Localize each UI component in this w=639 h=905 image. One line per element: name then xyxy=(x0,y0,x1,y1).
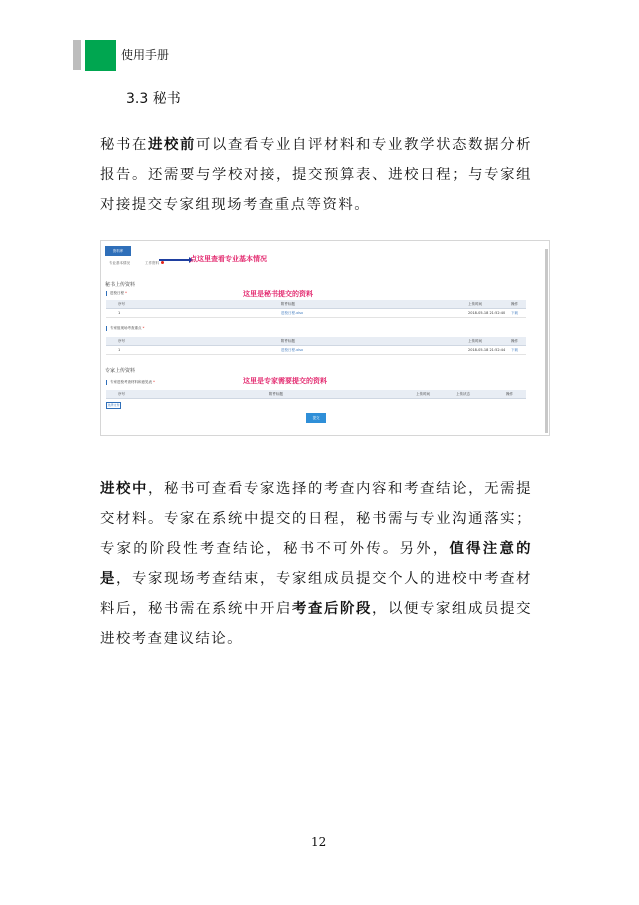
col-seq: 序号 xyxy=(118,392,125,396)
submit-button[interactable]: 提交 xyxy=(306,413,326,423)
shot-sub-schedule xyxy=(106,291,127,296)
cell-seq: 1 xyxy=(118,348,121,352)
p2-text-1: ，秘书可查看专家选择的考查内容和考查结论，无需提交材料。专家在系统中提交的日程，秘书需与专业沟通落实；专家的阶段性考查结论，秘书不可外传。另外， xyxy=(100,481,532,557)
callout-secretary: 这里是秘书提交的资料 xyxy=(243,290,313,298)
col-op: 操作 xyxy=(511,339,518,343)
table-header xyxy=(106,300,526,309)
shot-table-focus xyxy=(106,337,526,355)
col-time: 上传时间 xyxy=(468,302,482,306)
col-time: 上传时间 xyxy=(468,339,482,343)
callout-expert: 这里是专家需要提交的资料 xyxy=(243,377,327,385)
col-time: 上传时间 xyxy=(416,392,430,396)
p2-bold-1: 进校中 xyxy=(100,481,149,497)
cell-seq: 1 xyxy=(118,311,121,315)
header-green-block xyxy=(85,40,116,71)
shot-sub-focus-label: 专家组现场考查重点 xyxy=(110,326,142,330)
shot-table-schedule xyxy=(106,300,526,318)
table-row xyxy=(106,309,526,318)
arrow-icon xyxy=(159,259,190,261)
header-grey-bar xyxy=(73,40,81,70)
table-header xyxy=(106,390,526,399)
select-file-button[interactable]: 选择文件 xyxy=(107,403,120,407)
p2-bold-3: 考查后阶段 xyxy=(292,601,373,617)
paragraph-before-visit xyxy=(100,130,532,220)
shot-section-expert: 专家上传资料 xyxy=(105,368,136,374)
red-dot-icon xyxy=(161,261,164,264)
download-link[interactable]: 下载 xyxy=(511,311,518,315)
col-seq: 序号 xyxy=(118,302,125,306)
file-link[interactable]: 进校日程.xlsx xyxy=(281,348,304,352)
header-title: 使用手册 xyxy=(121,48,170,62)
p2-bold-2: 值得注意的是 xyxy=(100,541,532,587)
shot-top-tab: 资料库 xyxy=(105,246,131,256)
file-link[interactable]: 进校日程.xlsx xyxy=(281,311,304,315)
shot-subtab-work-label: 工作资料 xyxy=(145,261,159,265)
table-row xyxy=(106,346,526,355)
shot-subtab-work xyxy=(145,261,164,266)
shot-subtab-basic: 专业基本情况 xyxy=(109,261,130,265)
required-mark: * xyxy=(125,291,127,295)
col-name: 附件标题 xyxy=(269,392,283,396)
callout-basic-info: 点这里查看专业基本情况 xyxy=(190,255,267,263)
col-name: 附件标题 xyxy=(281,302,295,306)
section-title: 3.3 秘书 xyxy=(126,91,181,107)
shot-sub-schedule-label: 进校日程 xyxy=(110,291,124,295)
paragraph-during-visit xyxy=(100,474,532,654)
required-mark: * xyxy=(142,326,145,330)
shot-sub-expert xyxy=(106,380,155,385)
shot-table-expert xyxy=(106,390,526,399)
embedded-screenshot xyxy=(100,240,550,436)
col-op: 操作 xyxy=(511,302,518,306)
p2-text-2: ，专家现场考查结束，专家组成员提交个人的进校中考查材料后，秘书需在系统中开启 xyxy=(100,571,532,617)
table-header xyxy=(106,337,526,346)
shot-sub-focus xyxy=(106,326,144,331)
col-status: 上传状态 xyxy=(456,392,470,396)
cell-time: 2018-05-18 21:52:44 xyxy=(468,348,506,352)
p1-bold-1: 进校前 xyxy=(148,137,197,153)
col-name: 附件标题 xyxy=(281,339,295,343)
col-op: 操作 xyxy=(506,392,513,396)
page-number: 12 xyxy=(311,835,327,849)
p1-text-2: 可以查看专业自评材料和专业教学状态数据分析报告。还需要与学校对接，提交预算表、进校日程；与专家组对接提交专家组现场考查重点等资料。 xyxy=(100,137,532,213)
shot-section-secretary: 秘书上传资料 xyxy=(105,282,136,288)
required-mark: * xyxy=(153,380,155,384)
cell-time: 2018-05-18 21:52:40 xyxy=(468,311,506,315)
p2-text-3: ，以便专家组成员提交进校考查建议结论。 xyxy=(100,601,532,647)
download-link[interactable]: 下载 xyxy=(511,348,518,352)
p1-text-1: 秘书在 xyxy=(100,137,149,153)
col-seq: 序号 xyxy=(118,339,125,343)
shot-scrollbar xyxy=(545,249,548,433)
shot-sub-expert-label: 专家进校考查材料和意见表 xyxy=(110,380,152,384)
